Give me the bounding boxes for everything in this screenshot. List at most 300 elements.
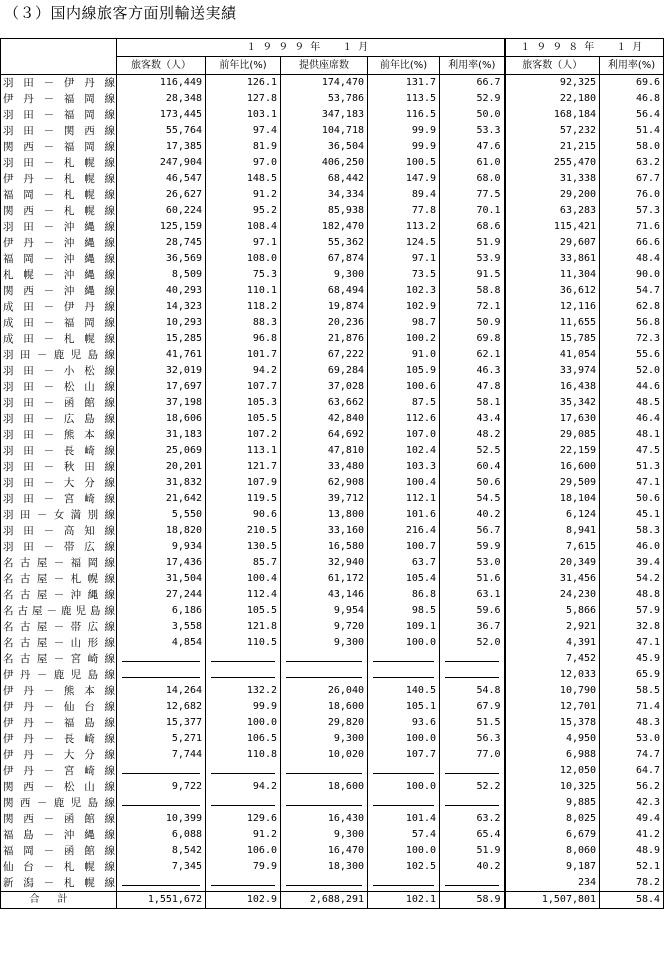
yoy-cell: 108.0 [206,251,281,267]
table-row [1,75,664,92]
passengers-cell: 40,293 [117,283,206,299]
passengers-cell: 28,348 [117,91,206,107]
route-cell: 羽田－小松線 [1,363,117,379]
load-cell: 58.1 [440,395,505,411]
header-row-columns [1,57,664,75]
yoy-cell: 75.3 [206,267,281,283]
load-98-cell: 56.2 [600,779,664,795]
passengers-cell: 247,904 [117,155,206,171]
passengers-98-cell: 41,054 [505,347,600,363]
seats-cell: 47,810 [281,443,368,459]
yoy-cell: 96.8 [206,331,281,347]
load-98-cell: 57.3 [600,203,664,219]
yoy-cell: 132.2 [206,683,281,699]
load-98-cell: 67.7 [600,171,664,187]
empty-dash-cell [440,795,505,811]
load-98-cell: 78.2 [600,875,664,892]
passengers-header: 旅客数（人） [117,57,206,75]
table-row [1,91,664,107]
yoy-cell: 107.2 [206,427,281,443]
route-cell: 名古屋－鹿児島線 [1,603,117,619]
table-row [1,699,664,715]
passengers-98-cell: 36,612 [505,283,600,299]
seats-cell: 34,334 [281,187,368,203]
table-row [1,411,664,427]
load-cell: 47.8 [440,379,505,395]
route-cell: 名古屋－福岡線 [1,555,117,571]
passengers-cell: 46,547 [117,171,206,187]
passengers-cell: 25,069 [117,443,206,459]
table-row [1,619,664,635]
seat-yoy-cell: 100.0 [368,635,440,651]
seat-yoy-cell: 100.6 [368,379,440,395]
route-cell: 関西－沖縄線 [1,283,117,299]
route-cell: 羽田－松山線 [1,379,117,395]
seats-cell: 37,028 [281,379,368,395]
table-row [1,603,664,619]
load-98-cell: 48.1 [600,427,664,443]
yoy-cell: 94.2 [206,779,281,795]
passengers-98-cell: 6,124 [505,507,600,523]
load-cell: 53.9 [440,251,505,267]
passengers-cell: 8,542 [117,843,206,859]
load-cell: 62.1 [440,347,505,363]
table-row [1,635,664,651]
table-row [1,731,664,747]
seat-yoy-cell: 100.0 [368,843,440,859]
yoy-header: 前年比(%) [206,57,281,75]
route-cell: 伊丹－仙台線 [1,699,117,715]
passengers-cell: 3,558 [117,619,206,635]
route-header [1,57,117,75]
yoy-cell: 119.5 [206,491,281,507]
table-row [1,235,664,251]
route-cell: 成田－福岡線 [1,315,117,331]
passengers-98-cell: 29,607 [505,235,600,251]
empty-dash-cell [206,795,281,811]
passengers-cell: 37,198 [117,395,206,411]
passengers-98-cell: 115,421 [505,219,600,235]
passengers-cell: 14,264 [117,683,206,699]
load-98-cell: 58.5 [600,683,664,699]
load-cell: 43.4 [440,411,505,427]
passengers-98-cell: 63,283 [505,203,600,219]
seats-cell: 36,504 [281,139,368,155]
yoy-cell: 99.9 [206,699,281,715]
seat-yoy-cell: 87.5 [368,395,440,411]
seats-cell: 182,470 [281,219,368,235]
load-cell: 53.3 [440,123,505,139]
load-cell: 51.5 [440,715,505,731]
load-98-cell: 56.4 [600,107,664,123]
period-1998-header: １９９８年 １月 [505,39,664,57]
passengers-cell: 17,436 [117,555,206,571]
passengers-cell: 6,088 [117,827,206,843]
load-cell: 56.7 [440,523,505,539]
table-row [1,587,664,603]
passengers-98-cell: 4,391 [505,635,600,651]
yoy-cell: 121.8 [206,619,281,635]
empty-dash-cell [281,875,368,892]
seat-yoy-header: 前年比(%) [368,57,440,75]
seats-cell: 18,300 [281,859,368,875]
passengers-cell: 17,697 [117,379,206,395]
table-row [1,363,664,379]
seats-cell: 13,800 [281,507,368,523]
yoy-cell: 97.1 [206,235,281,251]
seat-yoy-cell: 63.7 [368,555,440,571]
seats-cell: 9,300 [281,635,368,651]
route-cell: 伊丹－熊本線 [1,683,117,699]
load-98-cell: 32.8 [600,619,664,635]
table-row [1,443,664,459]
yoy-cell: 121.7 [206,459,281,475]
passengers-cell: 18,606 [117,411,206,427]
transport-table [0,38,664,909]
empty-dash-cell [206,667,281,683]
table-row [1,139,664,155]
seats-header: 提供座席数 [281,57,368,75]
seat-yoy-cell: 77.8 [368,203,440,219]
seats-cell: 67,222 [281,347,368,363]
table-row [1,459,664,475]
passengers-98-cell: 8,025 [505,811,600,827]
route-cell: 名古屋－札幌線 [1,571,117,587]
seat-yoy-cell: 102.4 [368,443,440,459]
seat-yoy-cell: 113.5 [368,91,440,107]
table-row [1,507,664,523]
passengers-98-cell: 255,470 [505,155,600,171]
passengers-98-cell: 11,655 [505,315,600,331]
seat-yoy-cell: 86.8 [368,587,440,603]
load-cell: 50.9 [440,315,505,331]
table-row [1,395,664,411]
load-cell: 54.5 [440,491,505,507]
load-cell: 77.5 [440,187,505,203]
table-row [1,475,664,491]
seats-cell: 62,908 [281,475,368,491]
seats-cell: 18,600 [281,779,368,795]
seats-cell: 16,580 [281,539,368,555]
table-row [1,651,664,667]
total-yoy-cell: 102.9 [206,892,281,909]
passengers-98-cell: 33,974 [505,363,600,379]
table-row [1,379,664,395]
route-cell: 羽田－福岡線 [1,107,117,123]
yoy-cell: 101.7 [206,347,281,363]
load-98-cell: 65.9 [600,667,664,683]
passengers-98-cell: 2,921 [505,619,600,635]
load-98-cell: 51.4 [600,123,664,139]
passengers-cell: 31,832 [117,475,206,491]
load-cell: 69.8 [440,331,505,347]
passengers-98-cell: 16,438 [505,379,600,395]
yoy-cell: 97.0 [206,155,281,171]
yoy-cell: 103.1 [206,107,281,123]
total-passengers-98-cell: 1,507,801 [505,892,600,909]
table-row [1,747,664,763]
yoy-cell: 88.3 [206,315,281,331]
passengers-98-cell: 16,600 [505,459,600,475]
seats-cell: 63,662 [281,395,368,411]
table-row [1,859,664,875]
seat-yoy-cell: 102.9 [368,299,440,315]
passengers-cell: 125,159 [117,219,206,235]
load-98-cell: 90.0 [600,267,664,283]
load-cell: 59.6 [440,603,505,619]
load-98-cell: 53.0 [600,731,664,747]
seats-cell: 9,300 [281,267,368,283]
table-row [1,539,664,555]
table-body [1,75,664,909]
passengers-cell: 32,019 [117,363,206,379]
table-row [1,795,664,811]
load-cell: 50.6 [440,475,505,491]
table-row [1,187,664,203]
table-row [1,347,664,363]
passengers-98-cell: 33,861 [505,251,600,267]
passengers-cell: 17,385 [117,139,206,155]
load-cell: 65.4 [440,827,505,843]
seat-yoy-cell: 107.0 [368,427,440,443]
passengers-98-cell: 22,159 [505,443,600,459]
table-row [1,107,664,123]
seat-yoy-cell: 100.0 [368,779,440,795]
passengers-cell: 6,186 [117,603,206,619]
table-row [1,491,664,507]
load-98-cell: 54.2 [600,571,664,587]
passengers-cell: 5,271 [117,731,206,747]
empty-dash-cell [281,763,368,779]
seats-cell: 16,430 [281,811,368,827]
seats-cell: 174,470 [281,75,368,92]
passengers-98-cell: 15,785 [505,331,600,347]
seats-cell: 61,172 [281,571,368,587]
seats-cell: 68,442 [281,171,368,187]
route-cell: 伊丹－福島線 [1,715,117,731]
seat-yoy-cell: 113.2 [368,219,440,235]
table-row [1,219,664,235]
table-row [1,299,664,315]
passengers-98-cell: 6,679 [505,827,600,843]
load-98-cell: 55.6 [600,347,664,363]
table-row [1,683,664,699]
load-98-cell: 50.6 [600,491,664,507]
seat-yoy-cell: 124.5 [368,235,440,251]
passengers-98-cell: 22,180 [505,91,600,107]
load-98-cell: 48.5 [600,395,664,411]
load-98-cell: 72.3 [600,331,664,347]
passengers-98-cell: 29,509 [505,475,600,491]
seats-cell: 347,183 [281,107,368,123]
yoy-cell: 107.9 [206,475,281,491]
empty-dash-cell [117,795,206,811]
passengers-cell: 10,293 [117,315,206,331]
total-seats-cell: 2,688,291 [281,892,368,909]
route-cell: 名古屋－帯広線 [1,619,117,635]
route-cell: 関西－松山線 [1,779,117,795]
load-cell: 54.8 [440,683,505,699]
empty-dash-cell [206,651,281,667]
yoy-cell: 130.5 [206,539,281,555]
route-cell: 羽田－鹿児島線 [1,347,117,363]
passengers-cell: 5,550 [117,507,206,523]
table-row [1,251,664,267]
route-cell: 福岡－沖縄線 [1,251,117,267]
load-98-cell: 71.6 [600,219,664,235]
seats-cell: 33,160 [281,523,368,539]
passengers-cell: 173,445 [117,107,206,123]
load-cell: 63.2 [440,811,505,827]
route-cell: 羽田－札幌線 [1,155,117,171]
load-cell: 48.2 [440,427,505,443]
load-98-cell: 48.3 [600,715,664,731]
passengers-98-cell: 9,885 [505,795,600,811]
seats-cell: 32,940 [281,555,368,571]
seat-yoy-cell: 103.3 [368,459,440,475]
passengers-98-cell: 4,950 [505,731,600,747]
load-cell: 61.0 [440,155,505,171]
empty-dash-cell [281,651,368,667]
seats-cell: 64,692 [281,427,368,443]
period-1999-header: １９９９年 １月 [117,39,505,57]
table-row [1,427,664,443]
load-98-cell: 48.4 [600,251,664,267]
load-98-cell: 52.0 [600,363,664,379]
seats-cell: 39,712 [281,491,368,507]
table-row [1,875,664,892]
load-cell: 47.6 [440,139,505,155]
route-cell: 羽田－長崎線 [1,443,117,459]
passengers-98-header: 旅客数（人） [505,57,600,75]
seat-yoy-cell: 101.4 [368,811,440,827]
yoy-cell: 110.5 [206,635,281,651]
load-98-cell: 63.2 [600,155,664,171]
seat-yoy-cell: 102.3 [368,283,440,299]
table-row [1,571,664,587]
table-row [1,827,664,843]
seats-cell: 29,820 [281,715,368,731]
seat-yoy-cell: 99.9 [368,123,440,139]
route-cell: 羽田－沖縄線 [1,219,117,235]
route-cell: 成田－伊丹線 [1,299,117,315]
load-cell: 52.9 [440,91,505,107]
yoy-cell: 129.6 [206,811,281,827]
load-98-cell: 71.4 [600,699,664,715]
load-98-cell: 54.7 [600,283,664,299]
table-row [1,843,664,859]
seats-cell: 21,876 [281,331,368,347]
yoy-cell: 107.7 [206,379,281,395]
passengers-cell: 12,682 [117,699,206,715]
table-row [1,123,664,139]
empty-dash-cell [440,651,505,667]
empty-dash-cell [117,763,206,779]
load-cell: 40.2 [440,507,505,523]
seats-cell: 9,300 [281,731,368,747]
route-cell: 羽田－大分線 [1,475,117,491]
route-cell: 羽田－秋田線 [1,459,117,475]
passengers-cell: 18,820 [117,523,206,539]
load-98-cell: 46.0 [600,539,664,555]
table-row [1,523,664,539]
yoy-cell: 85.7 [206,555,281,571]
load-cell: 58.8 [440,283,505,299]
load-cell: 51.9 [440,843,505,859]
empty-dash-cell [206,875,281,892]
route-cell: 伊丹－札幌線 [1,171,117,187]
route-cell: 伊丹－宮崎線 [1,763,117,779]
route-cell: 関西－鹿児島線 [1,795,117,811]
passengers-cell: 8,509 [117,267,206,283]
seats-cell: 85,938 [281,203,368,219]
passengers-cell: 116,449 [117,75,206,92]
passengers-cell: 41,761 [117,347,206,363]
load-cell: 68.6 [440,219,505,235]
seats-cell: 53,786 [281,91,368,107]
table-row [1,779,664,795]
empty-dash-cell [281,667,368,683]
seats-cell: 16,470 [281,843,368,859]
load-98-cell: 64.7 [600,763,664,779]
yoy-cell: 110.1 [206,283,281,299]
seat-yoy-cell: 100.0 [368,731,440,747]
load-98-cell: 48.9 [600,843,664,859]
passengers-cell: 27,244 [117,587,206,603]
passengers-98-cell: 6,988 [505,747,600,763]
seat-yoy-cell: 105.4 [368,571,440,587]
load-cell: 51.6 [440,571,505,587]
yoy-cell: 105.5 [206,603,281,619]
passengers-98-cell: 11,304 [505,267,600,283]
passengers-98-cell: 12,116 [505,299,600,315]
passengers-98-cell: 9,187 [505,859,600,875]
load-98-cell: 69.6 [600,75,664,92]
seat-yoy-cell: 100.5 [368,155,440,171]
passengers-98-cell: 18,104 [505,491,600,507]
yoy-cell: 108.4 [206,219,281,235]
passengers-cell: 26,627 [117,187,206,203]
route-cell: 仙台－札幌線 [1,859,117,875]
seat-yoy-cell: 100.4 [368,475,440,491]
seats-cell: 26,040 [281,683,368,699]
route-cell: 福岡－函館線 [1,843,117,859]
load-98-cell: 62.8 [600,299,664,315]
yoy-cell: 81.9 [206,139,281,155]
seat-yoy-cell: 109.1 [368,619,440,635]
yoy-cell: 113.1 [206,443,281,459]
load-header: 利用率(%) [440,57,505,75]
load-98-cell: 57.9 [600,603,664,619]
table-row [1,315,664,331]
passengers-cell: 20,201 [117,459,206,475]
load-98-cell: 45.1 [600,507,664,523]
passengers-98-cell: 29,085 [505,427,600,443]
passengers-cell: 60,224 [117,203,206,219]
load-cell: 50.0 [440,107,505,123]
table-row [1,203,664,219]
seats-cell: 9,720 [281,619,368,635]
total-row [1,892,664,909]
seat-yoy-cell: 140.5 [368,683,440,699]
header-row-period [1,39,664,57]
load-98-cell: 58.0 [600,139,664,155]
load-cell: 53.0 [440,555,505,571]
total-load-cell: 58.9 [440,892,505,909]
empty-dash-cell [368,651,440,667]
table-row [1,715,664,731]
route-cell: 新潟－札幌線 [1,875,117,892]
